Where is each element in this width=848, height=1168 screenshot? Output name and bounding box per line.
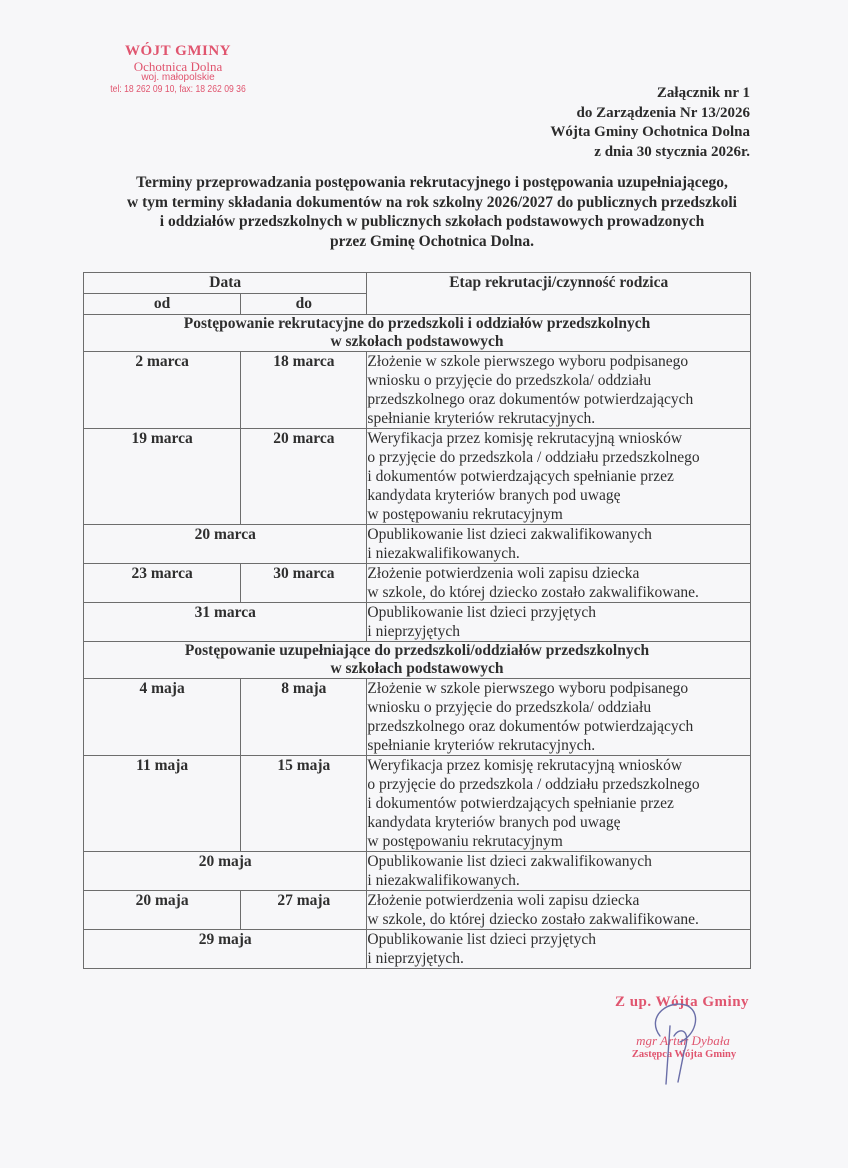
- section-row: [84, 315, 751, 352]
- stage-line: wniosku o przyjęcie do przedszkola/ oddziału: [367, 372, 652, 389]
- stage-line: Złożenie potwierdzenia woli zapisu dziecka: [367, 892, 640, 909]
- section-row: [84, 642, 751, 679]
- section-title-line: Postępowanie uzupełniające do przedszkoli/oddziałów przedszkolnych: [184, 642, 650, 659]
- stage-line: Opublikowanie list dzieci zakwalifikowanych: [367, 853, 652, 870]
- stage-line: i niezakwalifikowanych.: [367, 872, 520, 889]
- stamp-phone: tel: 18 262 09 10, fax: 18 262 09 36: [110, 82, 246, 95]
- title-line: przez Gminę Ochotnica Dolna.: [329, 232, 535, 250]
- stage-line: przedszkolnego oraz dokumentów potwierdzających: [367, 391, 694, 408]
- date-to-cell: 15 maja: [241, 756, 367, 852]
- handwritten-signature-icon: [640, 996, 710, 1088]
- stage-line: Weryfikacja przez komisję rekrutacyjną wniosków: [367, 757, 683, 774]
- stage-line: Złożenie w szkole pierwszego wyboru podpisanego: [367, 353, 689, 370]
- header-date: Data: [84, 273, 367, 294]
- signature-authority: Z up. Wójta Gminy: [614, 994, 750, 1010]
- table-row: [84, 930, 751, 969]
- stage-line: w postępowaniu rekrutacyjnym: [367, 506, 563, 523]
- stage-line: i dokumentów potwierdzających spełnianie przez: [367, 795, 674, 812]
- document-title: [95, 173, 769, 251]
- stage-line: w szkole, do której dziecko zostało zakwalifikowane.: [367, 584, 699, 601]
- header-from: od: [84, 294, 241, 315]
- stage-cell: [367, 352, 751, 429]
- annex-order: do Zarządzenia Nr 13/2026: [576, 104, 750, 121]
- table-row: [84, 679, 751, 756]
- stage-line: i nieprzyjętych.: [367, 950, 464, 967]
- date-to-cell: 30 marca: [241, 564, 367, 603]
- date-cell: 20 marca: [84, 525, 367, 564]
- stage-line: Opublikowanie list dzieci zakwalifikowanych: [367, 526, 652, 543]
- stage-line: przedszkolnego oraz dokumentów potwierdzających: [367, 718, 694, 735]
- date-to-cell: 20 marca: [241, 429, 367, 525]
- table-row: [84, 756, 751, 852]
- date-to-cell: 8 maja: [241, 679, 367, 756]
- stage-cell: [367, 852, 751, 891]
- section-title: [84, 642, 751, 679]
- stage-line: Weryfikacja przez komisję rekrutacyjną wniosków: [367, 430, 683, 447]
- signature-role: Zastępca Wójta Gminy: [631, 1049, 737, 1060]
- date-to-cell: 27 maja: [241, 891, 367, 930]
- stage-line: spełnianie kryteriów rekrutacyjnych.: [367, 410, 596, 427]
- date-from-cell: 4 maja: [84, 679, 241, 756]
- stage-cell: [367, 564, 751, 603]
- stage-line: o przyjęcie do przedszkola / oddziału przedszkolnego: [367, 449, 700, 466]
- stage-cell: [367, 930, 751, 969]
- stage-line: i niezakwalifikowanych.: [367, 545, 520, 562]
- table-row: [84, 891, 751, 930]
- table-header-row: [84, 273, 751, 294]
- signature-name: mgr Artur Dybała: [636, 1033, 730, 1048]
- title-line: i oddziałów przedszkolnych w publicznych szkołach podstawowych prowadzonych: [159, 213, 705, 230]
- stage-cell: [367, 891, 751, 930]
- stage-line: kandydata kryteriów branych pod uwagę: [367, 487, 621, 504]
- table-row: [84, 352, 751, 429]
- stage-cell: [367, 429, 751, 525]
- section-title-line: w szkołach podstawowych: [330, 333, 504, 350]
- annex-issuer: Wójta Gminy Ochotnica Dolna: [550, 124, 750, 140]
- stage-line: i dokumentów potwierdzających spełnianie przez: [367, 468, 674, 485]
- stamp-region: woj. małopolskie: [141, 72, 215, 84]
- annex-number: Załącznik nr 1: [656, 85, 750, 101]
- table-row: [84, 429, 751, 525]
- date-from-cell: 2 marca: [84, 352, 241, 429]
- bleed-through-text: [280, 66, 460, 126]
- stage-cell: [367, 756, 751, 852]
- date-cell: 29 maja: [84, 930, 367, 969]
- section-title: [84, 315, 751, 352]
- table-row: [84, 525, 751, 564]
- schedule-table: [83, 272, 751, 969]
- date-to-cell: 18 marca: [241, 352, 367, 429]
- title-line: w tym terminy składania dokumentów na rok szkolny 2026/2027 do publicznych przedszkoli: [127, 193, 737, 211]
- table-row: [84, 852, 751, 891]
- annex-reference: [550, 84, 750, 162]
- date-cell: 31 marca: [84, 603, 367, 642]
- stage-line: w szkole, do której dziecko zostało zakwalifikowane.: [367, 911, 699, 928]
- table-row: [84, 564, 751, 603]
- table-row: [84, 603, 751, 642]
- stage-cell: [367, 679, 751, 756]
- official-stamp: [78, 44, 278, 95]
- stage-line: Złożenie w szkole pierwszego wyboru podpisanego: [367, 680, 689, 697]
- stage-line: i nieprzyjętych: [367, 623, 460, 640]
- stage-line: Opublikowanie list dzieci przyjętych: [367, 931, 596, 948]
- header-to: do: [241, 294, 367, 315]
- section-title-line: w szkołach podstawowych: [330, 660, 504, 677]
- date-from-cell: 19 marca: [84, 429, 241, 525]
- stamp-municipality: Ochotnica Dolna: [133, 58, 223, 74]
- section-title-line: Postępowanie rekrutacyjne do przedszkoli i oddziałów przedszkolnych: [183, 315, 651, 332]
- date-from-cell: 11 maja: [84, 756, 241, 852]
- stage-line: Opublikowanie list dzieci przyjętych: [367, 604, 596, 621]
- stage-cell: [367, 603, 751, 642]
- stage-cell: [367, 525, 751, 564]
- stage-line: Złożenie potwierdzenia woli zapisu dziecka: [367, 565, 640, 582]
- stamp-title: WÓJT GMINY: [125, 43, 231, 59]
- stage-line: w postępowaniu rekrutacyjnym: [367, 833, 563, 850]
- date-from-cell: 20 maja: [84, 891, 241, 930]
- annex-date: z dnia 30 stycznia 2026r.: [594, 143, 750, 160]
- date-cell: 20 maja: [84, 852, 367, 891]
- stage-line: kandydata kryteriów branych pod uwagę: [367, 814, 621, 831]
- date-from-cell: 23 marca: [84, 564, 241, 603]
- title-line: Terminy przeprowadzania postępowania rekrutacyjnego i postępowania uzupełniającego,: [136, 174, 728, 191]
- stage-line: wniosku o przyjęcie do przedszkola/ oddziału: [367, 699, 652, 716]
- stage-line: o przyjęcie do przedszkola / oddziału przedszkolnego: [367, 776, 700, 793]
- header-stage: Etap rekrutacji/czynność rodzica: [367, 273, 751, 315]
- stage-line: spełnianie kryteriów rekrutacyjnych.: [367, 737, 596, 754]
